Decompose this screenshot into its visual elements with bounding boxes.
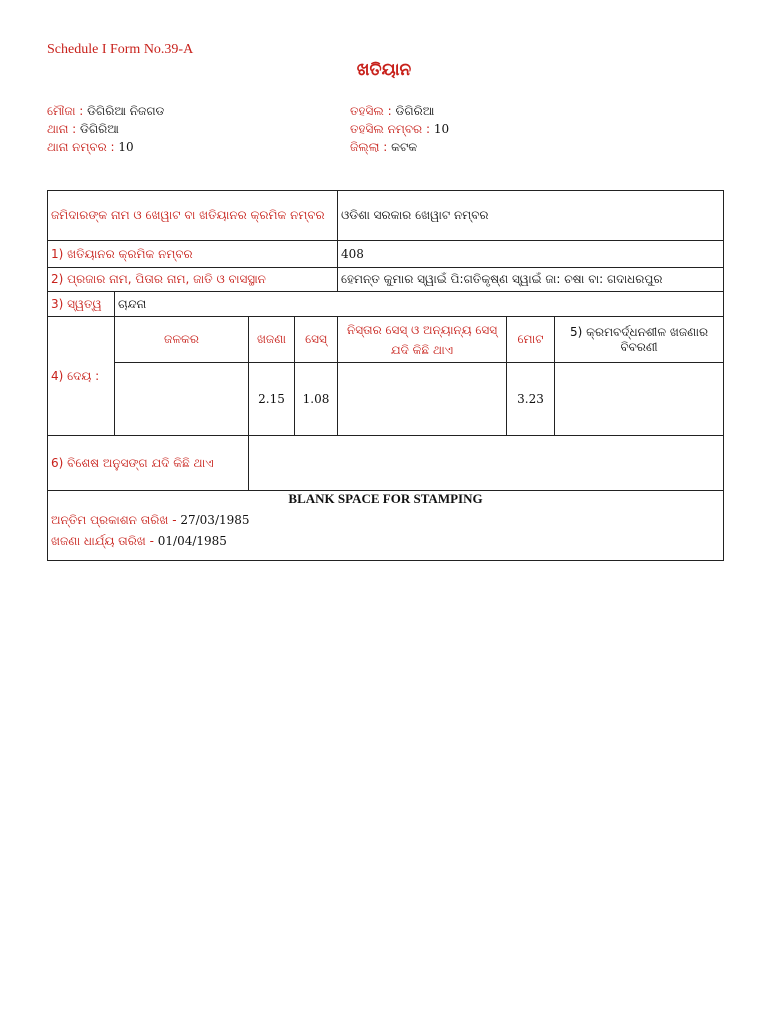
dues-header-row [48,317,724,363]
tahasil-row: ତହସିଲ : ଡିଗିରିଆ [350,104,435,118]
stamp-title: BLANK SPACE FOR STAMPING [288,491,483,506]
col-other-cess: ନିସ୍ତାର ସେସ୍ ଓ ଅନ୍ୟାନ୍ୟ ସେସ୍ ଯଦି କିଛି ଥାଏ [338,317,507,363]
col-total: ମୋଟ [507,317,555,363]
khatian-row [48,241,724,268]
col-jalakar: ଜଳକର [115,317,249,363]
stamp-row [48,491,724,561]
thana-number-row: ଥାନା ନମ୍ବର : 10 [47,140,134,154]
tenant-value: ହେମନ୍ତ କୁମାର ସ୍ୱାଇଁ ପି:ଗତିକୃଷ୍ଣ ସ୍ୱାଇଁ ଜା: ଚଷା ବା: ଗଦାଧରପୁର [338,268,724,292]
publication-date: ଅନ୍ତିମ ପ୍ରକାଶନ ତାରିଖ - 27/03/1985 [51,513,250,527]
form-schedule-label: Schedule I Form No.39-A [47,42,194,57]
page-title: ଖତିୟାନ [356,60,412,80]
val-khajana: 2.15 [249,363,295,436]
thana-row: ଥାନା : ଡିଗିରିଆ [47,122,119,136]
stamp-area [48,491,724,561]
tahasil-number-row: ତହସିଲ ନମ୍ବର : 10 [350,122,450,136]
khatian-value: 408 [338,241,724,268]
owner-value: ଓଡିଶା ସରକାର ଖେୱାଟ ନମ୍ବର [338,191,724,241]
right-value: ଚାନ୍ଦନା [115,292,724,317]
khatian-label: 1) ଖତିୟାନର କ୍ରମିକ ନମ୍ବର [48,241,338,268]
right-label: 3) ସ୍ୱତ୍ୱ [48,292,115,317]
khatian-table [47,190,724,561]
val-cess: 1.08 [295,363,338,436]
special-row [48,436,724,491]
rent-date: ଖଜଣା ଧାର୍ଯ୍ୟ ତାରିଖ - 01/04/1985 [51,534,227,548]
owner-row [48,191,724,241]
val-other-cess [338,363,507,436]
owner-label: ଜମିଦାରଙ୍କ ନାମ ଓ ଖେୱାଟ ବା ଖତିୟାନର କ୍ରମିକ ନମ୍ବର [48,191,338,241]
col-cess: ସେସ୍ [295,317,338,363]
info-left [47,102,164,156]
tenant-label: 2) ପ୍ରଜାର ନାମ, ପିତାର ନାମ, ଜାତି ଓ ବାସସ୍ଥାନ [48,268,338,292]
dues-value-row [48,363,724,436]
tenant-row [48,268,724,292]
dues-label: 4) ଦେୟ : [48,317,115,436]
val-jalakar [115,363,249,436]
mouza-row: ମୌଜା : ଡିଗିରିଆ ନିଜଗଡ [47,104,165,118]
col-progressive: 5) କ୍ରମବର୍ଦ୍ଧନଶୀଳ ଖଜଣାର ବିବରଣୀ [555,317,724,363]
right-row [48,292,724,317]
col-khajana: ଖଜଣା [249,317,295,363]
special-label: 6) ବିଶେଷ ଅନୁସଙ୍ଗ ଯଦି କିଛି ଥାଏ [48,436,249,491]
val-progressive [555,363,724,436]
val-total: 3.23 [507,363,555,436]
info-right [350,102,449,156]
district-row: ଜିଲ୍ଲା : କଟକ [350,140,418,154]
special-value [249,436,724,491]
